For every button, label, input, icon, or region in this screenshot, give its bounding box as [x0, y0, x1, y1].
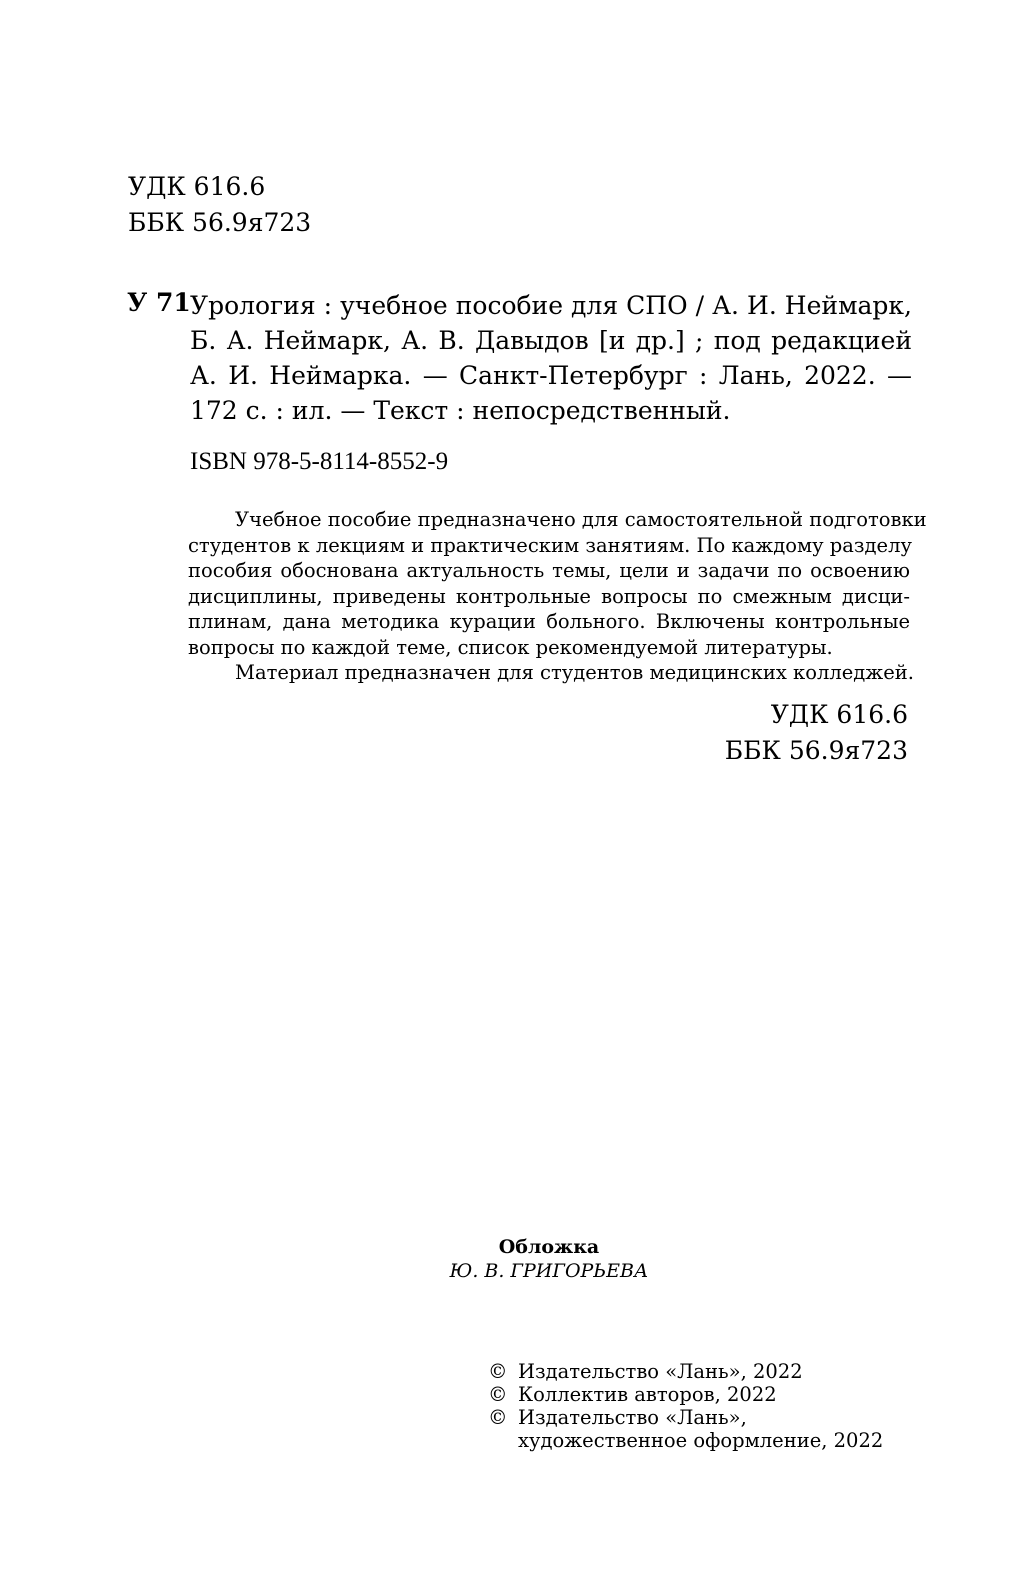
- annotation-line: плинам, дана методика курации больного. Включены контрольные: [188, 610, 910, 633]
- udk-bottom: УДК 616.6: [770, 700, 908, 729]
- annotation-line: Учебное пособие предназначено для самостоятельной подготовки: [235, 508, 927, 531]
- annotation-line: дисциплины, приведены контрольные вопросы по смежным дисци-: [188, 584, 910, 608]
- copyright-symbol: ©: [488, 1406, 508, 1429]
- bibliographic-record: [190, 288, 912, 428]
- bib-line-3: А. И. Неймарка. — Санкт-Петербург : Лань, 2022. —: [190, 361, 912, 390]
- annotation-line: студентов к лекциям и практическим занятиям. По каждому разделу: [188, 533, 912, 557]
- isbn: ISBN 978-5-8114-8552-9: [190, 448, 449, 475]
- bbk-top: ББК 56.9я723: [128, 208, 312, 237]
- copyright-text: Коллектив авторов, 2022: [518, 1383, 777, 1406]
- copyright-text: Издательство «Лань», 2022: [518, 1360, 803, 1383]
- annotation-line: вопросы по каждой теме, список рекомендуемой литературы.: [188, 635, 833, 659]
- annotation: [188, 507, 927, 686]
- cutter-mark: У 71: [127, 288, 191, 317]
- copyright-line-1: [488, 1360, 803, 1383]
- bib-line-2: Б. А. Неймарк, А. В. Давыдов [и др.] ; под редакцией: [190, 326, 912, 355]
- copyright-line-2: [488, 1383, 777, 1406]
- copyright-symbol: ©: [488, 1360, 508, 1383]
- bbk-bottom: ББК 56.9я723: [724, 736, 908, 765]
- copyright-symbol: ©: [488, 1383, 508, 1406]
- udk-top: УДК 616.6: [128, 172, 266, 201]
- cover-label: Обложка: [498, 1236, 600, 1258]
- copyright-line-4: художественное оформление, 2022: [518, 1429, 884, 1452]
- bib-line-1: Урология : учебное пособие для СПО / А. И. Неймарк,: [190, 291, 912, 320]
- bib-line-4: 172 с. : ил. — Текст : непосредственный.: [190, 396, 731, 425]
- copyright-text: Издательство «Лань»,: [518, 1406, 747, 1429]
- cover-designer: Ю. В. ГРИГОРЬЕВА: [449, 1260, 649, 1282]
- copyright-line-3: [488, 1406, 747, 1429]
- annotation-line: пособия обоснована актуальность темы, цели и задачи по освоению: [188, 559, 910, 582]
- annotation-line: Материал предназначен для студентов медицинских колледжей.: [235, 661, 914, 684]
